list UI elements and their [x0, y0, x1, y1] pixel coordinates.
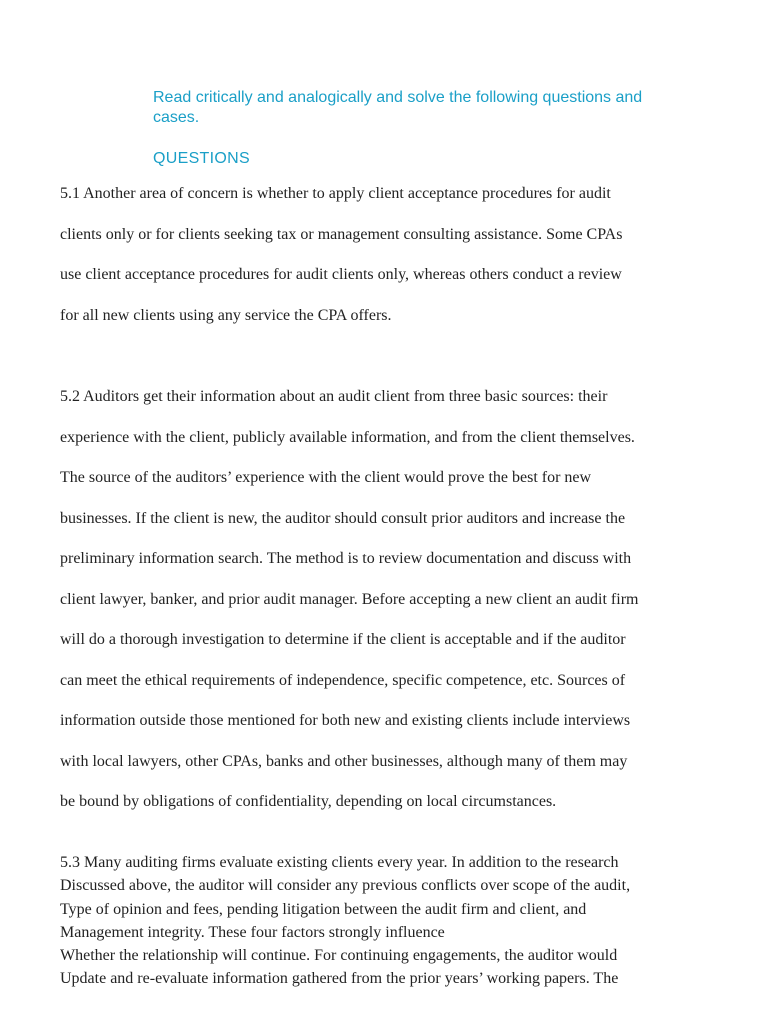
questions-heading: QUESTIONS: [153, 150, 250, 167]
paragraph-line: The source of the auditors’ experience with the client would prove the best for new: [60, 469, 592, 486]
paragraph-line: can meet the ethical requirements of independence, specific competence, etc. Sources of: [60, 671, 626, 689]
paragraph-line: for all new clients using any service the CPA offers.: [60, 306, 392, 324]
paragraph-line: 5.3 Many auditing firms evaluate existing clients every year. In addition to the research: [60, 854, 619, 871]
paragraph-line: Management integrity. These four factors strongly influence: [60, 923, 445, 941]
paragraph-line: Type of opinion and fees, pending litigation between the audit firm and client, and: [60, 900, 587, 918]
paragraph-line: Update and re-evaluate information gathered from the prior years’ working papers. The: [60, 970, 619, 988]
paragraph-line: businesses. If the client is new, the auditor should consult prior auditors and increase the: [60, 509, 626, 527]
question-5-2-paragraph: [60, 387, 720, 833]
instructions-line: Read critically and analogically and solve the following questions and: [153, 89, 643, 106]
paragraph-line: Discussed above, the auditor will consider any previous conflicts over scope of the audit,: [60, 877, 631, 895]
question-5-1-paragraph: [60, 184, 720, 346]
instructions-text: [153, 88, 713, 128]
paragraph-line: with local lawyers, other CPAs, banks and other businesses, although many of them may: [60, 752, 628, 770]
paragraph-line: will do a thorough investigation to determine if the client is acceptable and if the auditor: [60, 631, 626, 648]
paragraph-line: 5.2 Auditors get their information about an audit client from three basic sources: their: [60, 388, 608, 405]
paragraph-line: use client acceptance procedures for audit clients only, whereas others conduct a review: [60, 266, 622, 283]
paragraph-line: 5.1 Another area of concern is whether to apply client acceptance procedures for audit: [60, 185, 611, 202]
paragraph-line: client lawyer, banker, and prior audit manager. Before accepting a new client an audit firm: [60, 590, 639, 608]
paragraph-line: clients only or for clients seeking tax or management consulting assistance. Some CPAs: [60, 225, 623, 243]
question-5-3-paragraph: [60, 853, 720, 993]
paragraph-line: information outside those mentioned for both new and existing clients include interviews: [60, 712, 631, 729]
instructions-line: cases.: [153, 109, 200, 126]
paragraph-line: preliminary information search. The method is to review documentation and discuss with: [60, 550, 632, 567]
paragraph-line: Whether the relationship will continue. For continuing engagements, the auditor would: [60, 947, 618, 965]
paragraph-line: be bound by obligations of confidentiality, depending on local circumstances.: [60, 793, 557, 810]
paragraph-line: experience with the client, publicly available information, and from the client themselves.: [60, 428, 635, 446]
